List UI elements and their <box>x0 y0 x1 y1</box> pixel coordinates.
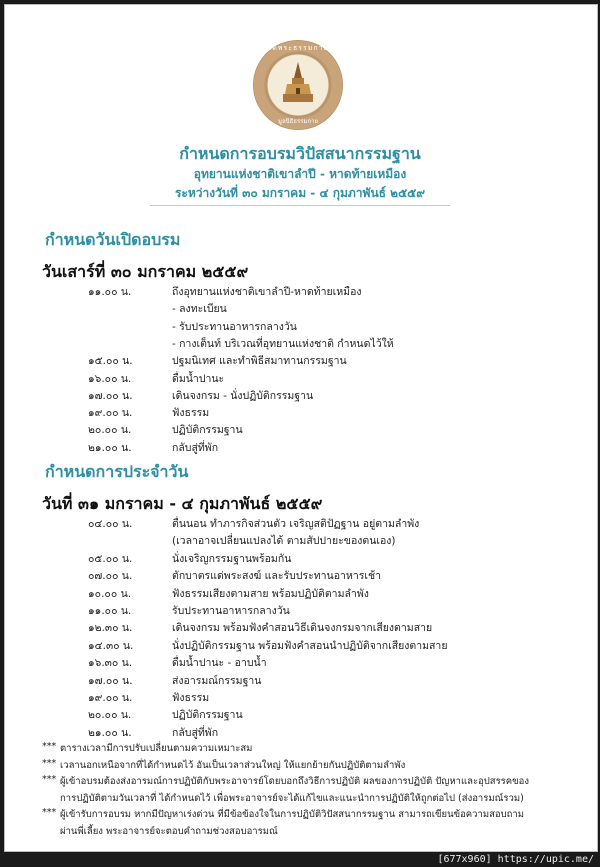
schedule-time: ๒๐.๐๐ น. <box>88 709 132 722</box>
schedule-time: ๑๙.๐๐ น. <box>88 407 133 420</box>
schedule-row <box>0 439 600 456</box>
schedule-time: ๑๔.๓๐ น. <box>88 639 134 652</box>
schedule-time: ๑๖.๐๐ น. <box>88 372 132 385</box>
schedule-description: เดินจงกรม พร้อมฟังคำสอนวิธีเดินจงกรมจากเสียงตามสาย <box>172 622 433 635</box>
schedule-row <box>0 352 600 369</box>
schedule-row <box>0 672 600 689</box>
note-bullet: *** <box>42 741 57 752</box>
schedule-row <box>0 706 600 723</box>
schedule-time: ๑๙.๐๐ น. <box>88 692 133 704</box>
schedule-description: นั่งเจริญกรรมฐานพร้อมกัน <box>172 552 292 565</box>
schedule-row <box>0 370 600 387</box>
schedule-description: ดื่มน้ำปานะ <box>172 372 225 385</box>
schedule-time: ๑๒.๓๐ น. <box>88 622 133 635</box>
daily-section-heading: กำหนดการประจำวัน <box>45 462 189 481</box>
schedule-description: กลับสู่ที่พัก <box>172 726 219 739</box>
schedule-time: ๐๗.๐๐ น. <box>88 570 133 583</box>
note-text: ผ่านพี่เลี้ยง พระอาจารย์จะตอบคำถามช่วงสอบอารมณ์ <box>60 825 278 837</box>
note-text: ตารางเวลามีการปรับเปลี่ยนตามความเหมาะสม <box>60 743 253 754</box>
schedule-description: ดื่มน้ำปานะ - อาบน้ำ <box>172 657 267 670</box>
pagoda-icon <box>281 60 315 106</box>
schedule-description: รับประทานอาหารกลางวัน <box>172 605 290 617</box>
schedule-row <box>0 585 600 602</box>
note-text: ผู้เข้ารับการอบรม หากมีปัญหาเร่งด่วน ที่มีข้อข้องใจในการปฏิบัติวิปัสสนากรรมฐาน สามารถเขียนข้อความสอบถาม <box>60 809 524 820</box>
schedule-time: ๑๗.๐๐ น. <box>88 674 133 687</box>
schedule-description: - กางเต็นท์ บริเวณที่อุทยานแห่งชาติ กำหนดไว้ให้ <box>172 337 394 350</box>
schedule-row <box>0 300 600 317</box>
seal-top-text: วัดพระธรรมกาย <box>267 44 329 52</box>
schedule-description: กลับสู่ที่พัก <box>172 441 219 454</box>
schedule-time: ๑๕.๐๐ น. <box>88 355 133 368</box>
schedule-row <box>0 689 600 706</box>
schedule-row <box>0 404 600 421</box>
schedule-time: ๑๑.๐๐ น. <box>88 605 132 617</box>
schedule-description: นั่งปฏิบัติกรรมฐาน พร้อมฟังคำสอนนำปฏิบัติจากเสียงตามสาย <box>172 639 448 652</box>
venue-subtitle: อุทยานแห่งชาติเขาลำปี - หาดท้ายเหมือง <box>193 167 407 181</box>
schedule-description: ตักบาตรแด่พระสงฆ์ และรับประทานอาหารเช้า <box>172 570 382 583</box>
schedule-row <box>0 724 600 741</box>
schedule-description: เดินจงกรม - นั่งปฏิบัติกรรมฐาน <box>172 389 314 402</box>
header-divider <box>150 205 450 206</box>
schedule-row <box>0 654 600 671</box>
image-watermark: [677x960] https://upic.me/ <box>437 854 594 865</box>
schedule-time: ๐๔.๐๐ น. <box>88 518 133 530</box>
temple-seal-logo <box>253 40 343 130</box>
schedule-row <box>0 567 600 584</box>
opening-section-heading: กำหนดวันเปิดอบรม <box>45 230 181 249</box>
schedule-row <box>0 421 600 438</box>
schedule-description: ส่งอารมณ์กรรมฐาน <box>172 674 262 687</box>
opening-day-heading: วันเสาร์ที่ ๓๐ มกราคม ๒๕๕๙ <box>42 262 249 281</box>
schedule-description: (เวลาอาจเปลี่ยนแปลงได้ ตามสัปปายะของตนเอง) <box>172 535 396 548</box>
schedule-time: ๒๐.๐๐ น. <box>88 424 132 437</box>
schedule-time: ๑๑.๐๐ น. <box>88 286 132 298</box>
schedule-row <box>0 283 600 300</box>
schedule-description: - ลงทะเบียน <box>172 303 227 316</box>
note-text: ผู้เข้าอบรมต้องส่งอารมณ์การปฏิบัติกับพระอาจารย์โดยบอกถึงวิธีการปฏิบัติ ผลของการปฏิบัติ ปัญหาและอุปสรรคของ <box>60 776 529 787</box>
daily-day-heading: วันที่ ๓๑ มกราคม - ๔ กุมภาพันธ์ ๒๕๕๙ <box>42 494 323 513</box>
schedule-time: ๑๐.๐๐ น. <box>88 587 132 600</box>
schedule-row <box>0 602 600 619</box>
schedule-row <box>0 335 600 352</box>
schedule-description: ปฐมนิเทศ และทำพิธีสมาทานกรรมฐาน <box>172 355 347 368</box>
schedule-description: ฟังธรรมเสียงตามสาย พร้อมปฏิบัติตามลำพัง <box>172 587 369 600</box>
note-bullet: *** <box>42 774 57 785</box>
note-bullet: *** <box>42 807 57 818</box>
schedule-description: ปฏิบัติกรรมฐาน <box>172 424 243 437</box>
schedule-description: ตื่นนอน ทำภารกิจส่วนตัว เจริญสติปัฏฐาน อยู่ตามลำพัง <box>172 518 420 530</box>
schedule-description: - รับประทานอาหารกลางวัน <box>172 320 297 333</box>
schedule-row <box>0 318 600 335</box>
schedule-row <box>0 387 600 404</box>
schedule-time: ๑๖.๓๐ น. <box>88 657 133 670</box>
schedule-row <box>0 515 600 532</box>
note-bullet: *** <box>42 757 57 769</box>
schedule-description: ฟังธรรม <box>172 692 210 704</box>
schedule-time: ๒๑.๐๐ น. <box>88 441 132 454</box>
date-range: ระหว่างวันที่ ๓๐ มกราคม - ๔ กุมภาพันธ์ ๒๕๕๙ <box>174 186 426 200</box>
page-title: กำหนดการอบรมวิปัสสนากรรมฐาน <box>179 144 421 163</box>
schedule-description: ฟังธรรม <box>172 407 210 420</box>
seal-bottom-text: มูลนิธิธรรมกาย <box>278 118 318 125</box>
note-text: เวลานอกเหนือจากที่ได้กำหนดไว้ อันเป็นเวลาส่วนใหญ่ ให้แยกย้ายกันปฏิบัติตามลำพัง <box>60 759 406 771</box>
schedule-row <box>0 532 600 549</box>
schedule-row <box>0 637 600 654</box>
schedule-time: ๑๗.๐๐ น. <box>88 389 133 402</box>
schedule-row <box>0 619 600 636</box>
schedule-description: ถึงอุทยานแห่งชาติเขาลำปี-หาดท้ายเหมือง <box>172 286 362 298</box>
schedule-time: ๒๑.๐๐ น. <box>88 726 132 739</box>
note-text: การปฏิบัติตามวันเวลาที่ ได้กำหนดไว้ เพื่อพระอาจารย์จะได้แก้ไขและแนะนำการปฏิบัติให้ถูกต่อไป (ส่งอารมณ์รวม) <box>60 792 524 804</box>
schedule-description: ปฏิบัติกรรมฐาน <box>172 709 243 722</box>
schedule-time: ๐๕.๐๐ น. <box>88 552 133 565</box>
schedule-row <box>0 550 600 567</box>
